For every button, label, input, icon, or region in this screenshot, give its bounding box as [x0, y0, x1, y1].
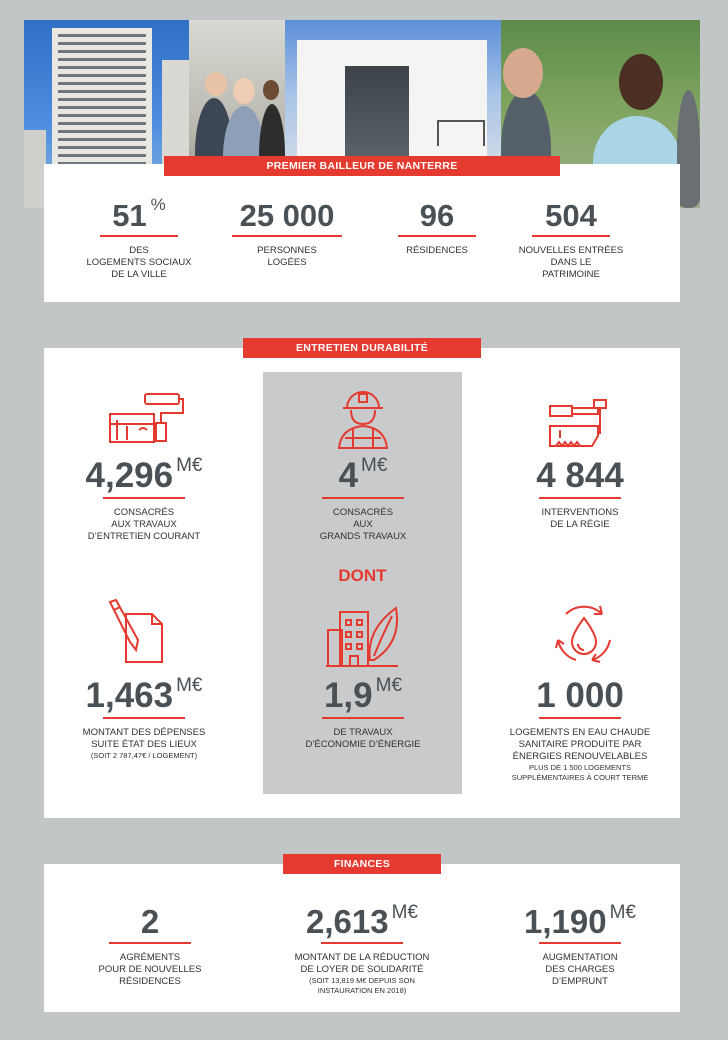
paint-roller-icon	[105, 390, 185, 448]
red-divider	[321, 942, 403, 944]
stat-energy-savings-works	[273, 675, 453, 751]
red-divider	[532, 235, 610, 237]
stat-label-line: DE LOYER DE SOLIDARITÉ	[300, 964, 424, 975]
stat-value: 4	[338, 456, 359, 495]
stat-label-line: PATRIMOINE	[542, 269, 600, 280]
stat-label-line: DE LA VILLE	[111, 269, 167, 280]
stat-value: 4 844	[536, 456, 624, 495]
stat-rent-reduction	[262, 902, 462, 996]
stat-label-line: DES CHARGES	[545, 964, 615, 975]
water-recycle-icon	[552, 600, 616, 664]
stat-value: 51	[112, 198, 147, 233]
stat-label-line: GRANDS TRAVAUX	[319, 531, 407, 542]
tools-icon	[548, 398, 612, 450]
stat-label-line: CONSACRÉS	[113, 507, 175, 518]
stat-note: (SOIT 2 787,47€ / LOGEMENT)	[90, 751, 198, 760]
stat-label-line: CONSACRÉS	[332, 507, 394, 518]
stat-value: 1,463	[85, 676, 174, 715]
stat-label-line: D’EMPRUNT	[552, 976, 608, 987]
stat-note-line: PLUS DE 1 500 LOGEMENTS	[528, 763, 632, 772]
stat-residences	[362, 200, 512, 257]
stat-unit: M€	[391, 902, 418, 923]
stat-label-line: DES	[129, 245, 149, 256]
stat-approvals	[60, 905, 240, 988]
stat-label-line: D’ÉCONOMIE D’ÉNERGIE	[305, 739, 421, 750]
red-divider	[539, 942, 621, 944]
stat-note-line: SUPPLÉMENTAIRES À COURT TERME	[511, 773, 649, 782]
stat-label-line: RÉSIDENCES	[119, 976, 181, 987]
stat-label-line: AGRÉMENTS	[119, 952, 181, 963]
stat-value: 1,9	[323, 676, 373, 715]
stat-value: 25 000	[239, 198, 335, 233]
stat-note-line: (SOIT 13,819 M€ DEPUIS SON	[309, 976, 415, 985]
stat-loan-charges	[490, 902, 670, 988]
stat-label-line: LOGEMENTS EN EAU CHAUDE	[509, 727, 651, 738]
stat-label-line: MONTANT DE LA RÉDUCTION	[294, 952, 430, 963]
red-divider	[109, 942, 191, 944]
red-divider	[539, 717, 621, 719]
stat-label-line: LOGEMENTS SOCIAUX	[86, 257, 192, 268]
red-divider	[103, 717, 185, 719]
stat-label-line: SUITE ÉTAT DES LIEUX	[91, 739, 197, 750]
stat-unit: M€	[176, 675, 203, 696]
stat-label-line: DE TRAVAUX	[333, 727, 393, 738]
construction-worker-icon	[335, 388, 391, 450]
stat-people-housed	[212, 200, 362, 269]
stat-new-entries	[496, 200, 646, 281]
eco-building-icon	[326, 604, 400, 668]
stat-label-line: ÉNERGIES RENOUVELABLES	[512, 751, 648, 762]
red-divider	[232, 235, 342, 237]
finances-section-banner: FINANCES	[283, 854, 441, 874]
stat-unit: M€	[609, 902, 636, 923]
stat-label-line: INTERVENTIONS	[541, 507, 619, 518]
top-section-banner: PREMIER BAILLEUR DE NANTERRE	[164, 156, 560, 176]
stat-label-line: RÉSIDENCES	[406, 245, 468, 256]
stat-value: 2,613	[306, 903, 389, 940]
stat-label-line: MONTANT DES DÉPENSES	[82, 727, 206, 738]
pen-document-icon	[106, 598, 166, 664]
stat-value: 1 000	[536, 676, 624, 715]
stat-label-line: DE LA RÉGIE	[550, 519, 610, 530]
stat-label-line: D’ENTRETIEN COURANT	[87, 531, 201, 542]
stat-unit: %	[150, 195, 166, 214]
stat-inventory-expenses	[54, 675, 234, 761]
stat-unit: M€	[361, 455, 388, 476]
stat-label-line: NOUVELLES ENTRÉES	[518, 245, 624, 256]
stat-value: 96	[419, 198, 455, 233]
stat-social-housing-share	[64, 195, 214, 281]
stat-value: 504	[545, 198, 597, 233]
stat-value: 2	[140, 903, 160, 940]
stat-label-line: AUGMENTATION	[542, 952, 618, 963]
red-divider	[100, 235, 178, 237]
stat-note-line: INSTAURATION EN 2018)	[317, 986, 407, 995]
stat-routine-maintenance	[54, 455, 234, 543]
stat-unit: M€	[375, 675, 403, 696]
red-divider	[103, 497, 185, 499]
stat-value: 1,190	[524, 903, 607, 940]
stat-label-line: DANS LE	[550, 257, 592, 268]
stat-value: 4,296	[85, 456, 174, 495]
stat-label-line: AUX TRAVAUX	[111, 519, 177, 530]
stat-label-line: SANITAIRE PRODUITE PAR	[518, 739, 642, 750]
stat-renewable-hot-water	[480, 678, 680, 783]
stat-interventions	[490, 458, 670, 531]
stat-label-line: LOGÉES	[267, 257, 307, 268]
red-divider	[322, 497, 404, 499]
red-divider	[539, 497, 621, 499]
red-divider	[398, 235, 476, 237]
stat-unit: M€	[176, 455, 203, 476]
dont-label: DONT	[338, 566, 387, 585]
stat-label-line: PERSONNES	[257, 245, 317, 256]
maintenance-section-banner: ENTRETIEN DURABILITÉ	[243, 338, 481, 358]
stat-major-works	[273, 455, 453, 543]
red-divider	[322, 717, 404, 719]
stat-label-line: AUX	[353, 519, 373, 530]
stat-label-line: POUR DE NOUVELLES	[98, 964, 202, 975]
